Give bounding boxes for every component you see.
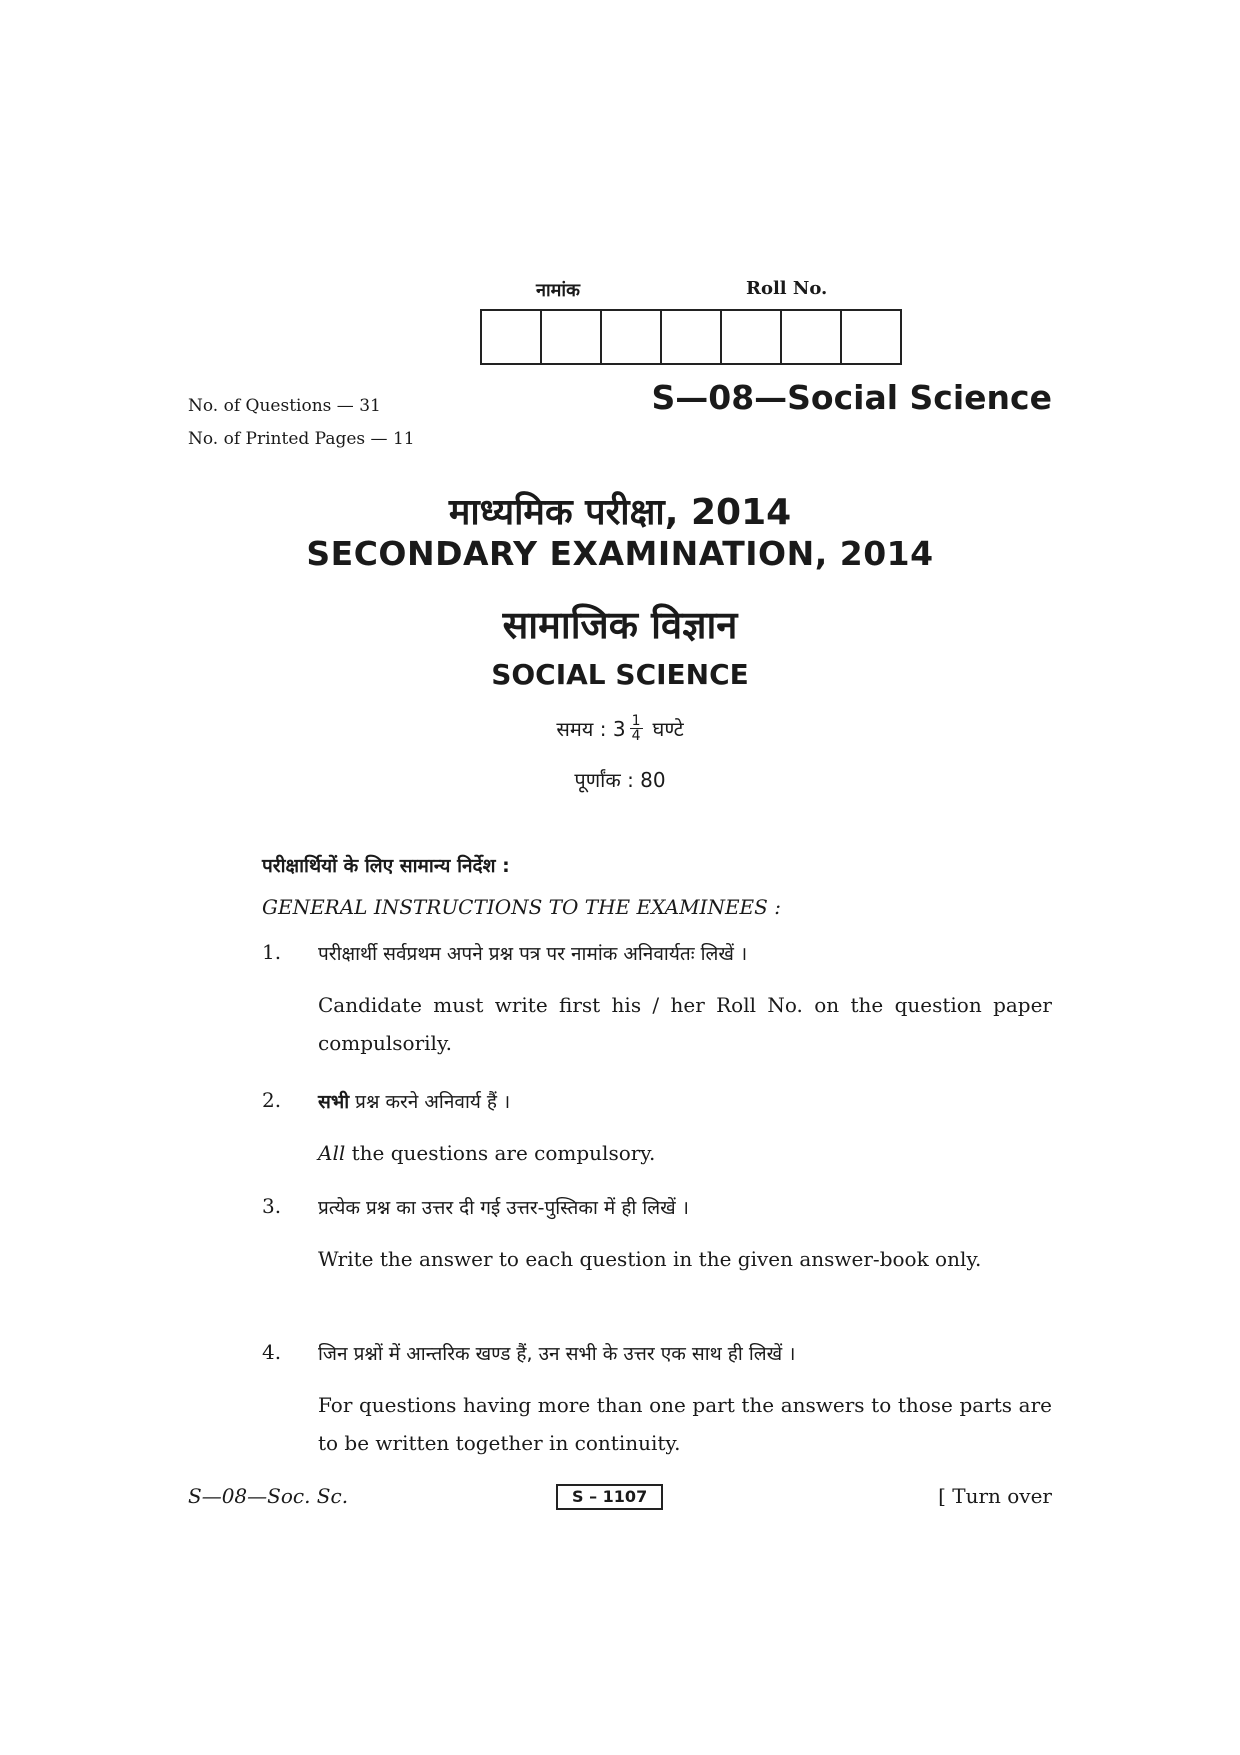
- instruction-hindi: जिन प्रश्नों में आन्तरिक खण्ड हैं, उन सभी के उत्तर एक साथ ही लिखें ।: [318, 1343, 796, 1365]
- maximum-marks: पूर्णांक : 80: [574, 768, 666, 792]
- instruction-hindi-rest: प्रश्न करने अनिवार्य हैं ।: [349, 1091, 511, 1113]
- instruction-english: [318, 1134, 1052, 1172]
- instruction-hindi: प्रत्येक प्रश्न का उत्तर दी गई उत्तर-पुस्तिका में ही लिखें ।: [318, 1197, 689, 1219]
- instructions-heading-hindi: परीक्षार्थियों के लिए सामान्य निर्देश :: [262, 855, 510, 877]
- roll-digit-box[interactable]: [602, 311, 662, 363]
- time-label: समय : 3: [556, 717, 626, 741]
- instruction-number: 1.: [262, 940, 282, 964]
- roll-label-english: Roll No.: [746, 278, 828, 299]
- roll-digit-box[interactable]: [782, 311, 842, 363]
- instructions-heading-english: GENERAL INSTRUCTIONS TO THE EXAMINEES :: [262, 895, 781, 919]
- footer-paper-code: S—08—Soc. Sc.: [188, 1484, 349, 1508]
- subject-hindi: सामाजिक विज्ञान: [502, 603, 738, 647]
- roll-digit-box[interactable]: [842, 311, 900, 363]
- instruction-number: 3.: [262, 1194, 282, 1218]
- exam-title-hindi: माध्यमिक परीक्षा, 2014: [448, 492, 792, 533]
- time-unit: घण्टे: [652, 717, 684, 741]
- instruction-number: 2.: [262, 1088, 282, 1112]
- turn-over-note: [ Turn over: [938, 1484, 1052, 1508]
- roll-number-boxes: [480, 309, 902, 365]
- time-fraction: [630, 714, 643, 743]
- roll-digit-box[interactable]: [662, 311, 722, 363]
- fraction-numerator: 1: [631, 713, 641, 729]
- instruction-hindi-emphasis: सभी: [318, 1091, 350, 1113]
- instruction-number: 4.: [262, 1340, 282, 1364]
- fraction-denominator: 4: [631, 728, 641, 744]
- instruction-english: Write the answer to each question in the given answer-book only.: [318, 1247, 982, 1271]
- exam-title-english: SECONDARY EXAMINATION, 2014: [306, 534, 934, 573]
- number-of-questions: No. of Questions — 31: [188, 396, 381, 416]
- roll-label-hindi: नामांक: [536, 280, 580, 301]
- paper-code-title: S—08—Social Science: [651, 378, 1052, 417]
- instruction-hindi: परीक्षार्थी सर्वप्रथम अपने प्रश्न पत्र पर नामांक अनिवार्यतः लिखें ।: [318, 943, 748, 965]
- subject-english: SOCIAL SCIENCE: [491, 658, 749, 691]
- number-of-pages: No. of Printed Pages — 11: [188, 429, 415, 449]
- roll-digit-box[interactable]: [482, 311, 542, 363]
- instruction-english: For questions having more than one part the answers to those parts are to be written together in continuity.: [318, 1393, 1052, 1455]
- instruction-english: Candidate must write first his / her Roll No. on the question paper compulsorily.: [318, 993, 1052, 1055]
- roll-digit-box[interactable]: [542, 311, 602, 363]
- roll-digit-box[interactable]: [722, 311, 782, 363]
- instruction-hindi: [318, 1088, 510, 1114]
- time-allowed: [0, 714, 1240, 743]
- roll-number-labels: [480, 278, 900, 302]
- instruction-english-rest: the questions are compulsory.: [345, 1141, 656, 1165]
- instruction-english-emphasis: All: [318, 1141, 346, 1165]
- footer-serial-code: S – 1107: [556, 1484, 663, 1510]
